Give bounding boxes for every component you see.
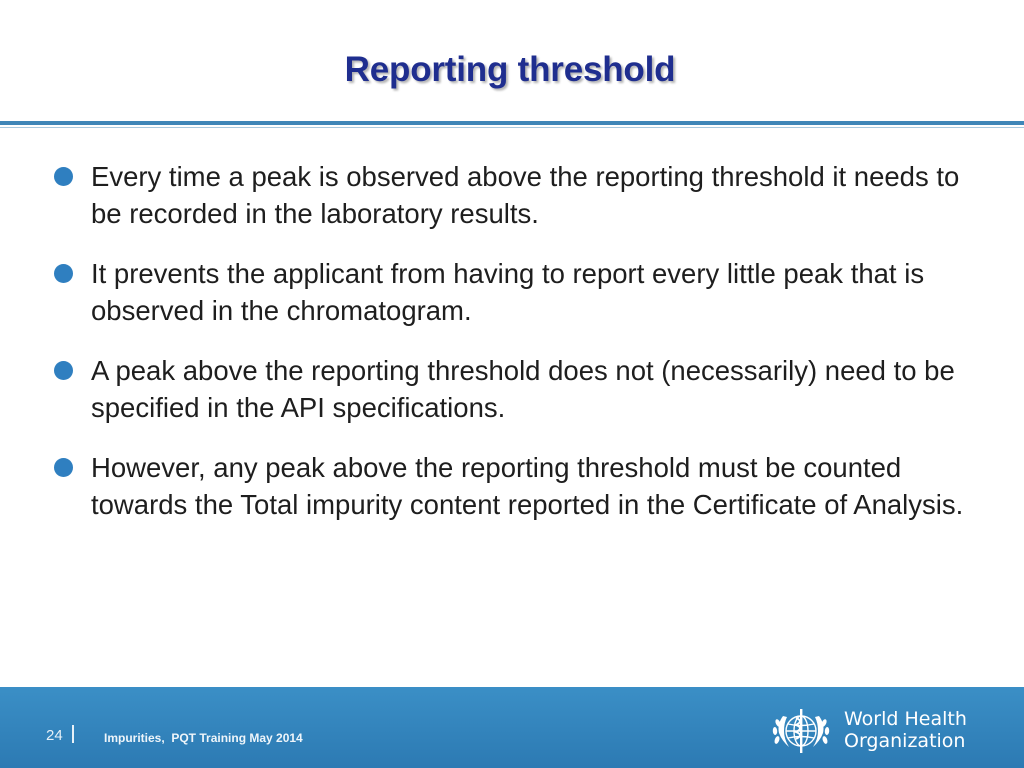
- bullet-text: A peak above the reporting threshold does not (necessarily) need to be specified in the API specifications.: [91, 355, 955, 423]
- bullet-dot-icon: [54, 361, 73, 380]
- bullet-item: [53, 352, 983, 426]
- slide-title: Reporting threshold: [344, 50, 676, 89]
- bullet-dot-icon: [54, 167, 73, 186]
- who-wordmark-line2: Organization: [844, 730, 966, 752]
- bullet-item: [53, 449, 983, 523]
- title-divider-thin: [0, 127, 1024, 128]
- who-emblem-icon: [766, 703, 836, 759]
- bullet-list: [53, 158, 983, 546]
- bullet-text: Every time a peak is observed above the reporting threshold it needs to be recorded in the laboratory results.: [91, 161, 960, 229]
- bullet-item: [53, 158, 983, 232]
- page-number: 24: [46, 727, 63, 744]
- bullet-dot-icon: [54, 264, 73, 283]
- who-logo: [766, 703, 1006, 759]
- bullet-dot-icon: [54, 458, 73, 477]
- footer-bar: [0, 687, 1024, 768]
- footer-caption: Impurities, PQT Training May 2014: [104, 731, 303, 745]
- who-wordmark-line1: World Health: [844, 708, 967, 730]
- bullet-text: However, any peak above the reporting threshold must be counted towards the Total impurity content reported in the Certificate of Analysis.: [91, 452, 964, 520]
- title-divider: [0, 121, 1024, 125]
- who-wordmark: [844, 708, 967, 752]
- bullet-item: [53, 255, 983, 329]
- footer-separator: [72, 725, 74, 743]
- bullet-text: It prevents the applicant from having to report every little peak that is observed in the chromatogram.: [91, 258, 925, 326]
